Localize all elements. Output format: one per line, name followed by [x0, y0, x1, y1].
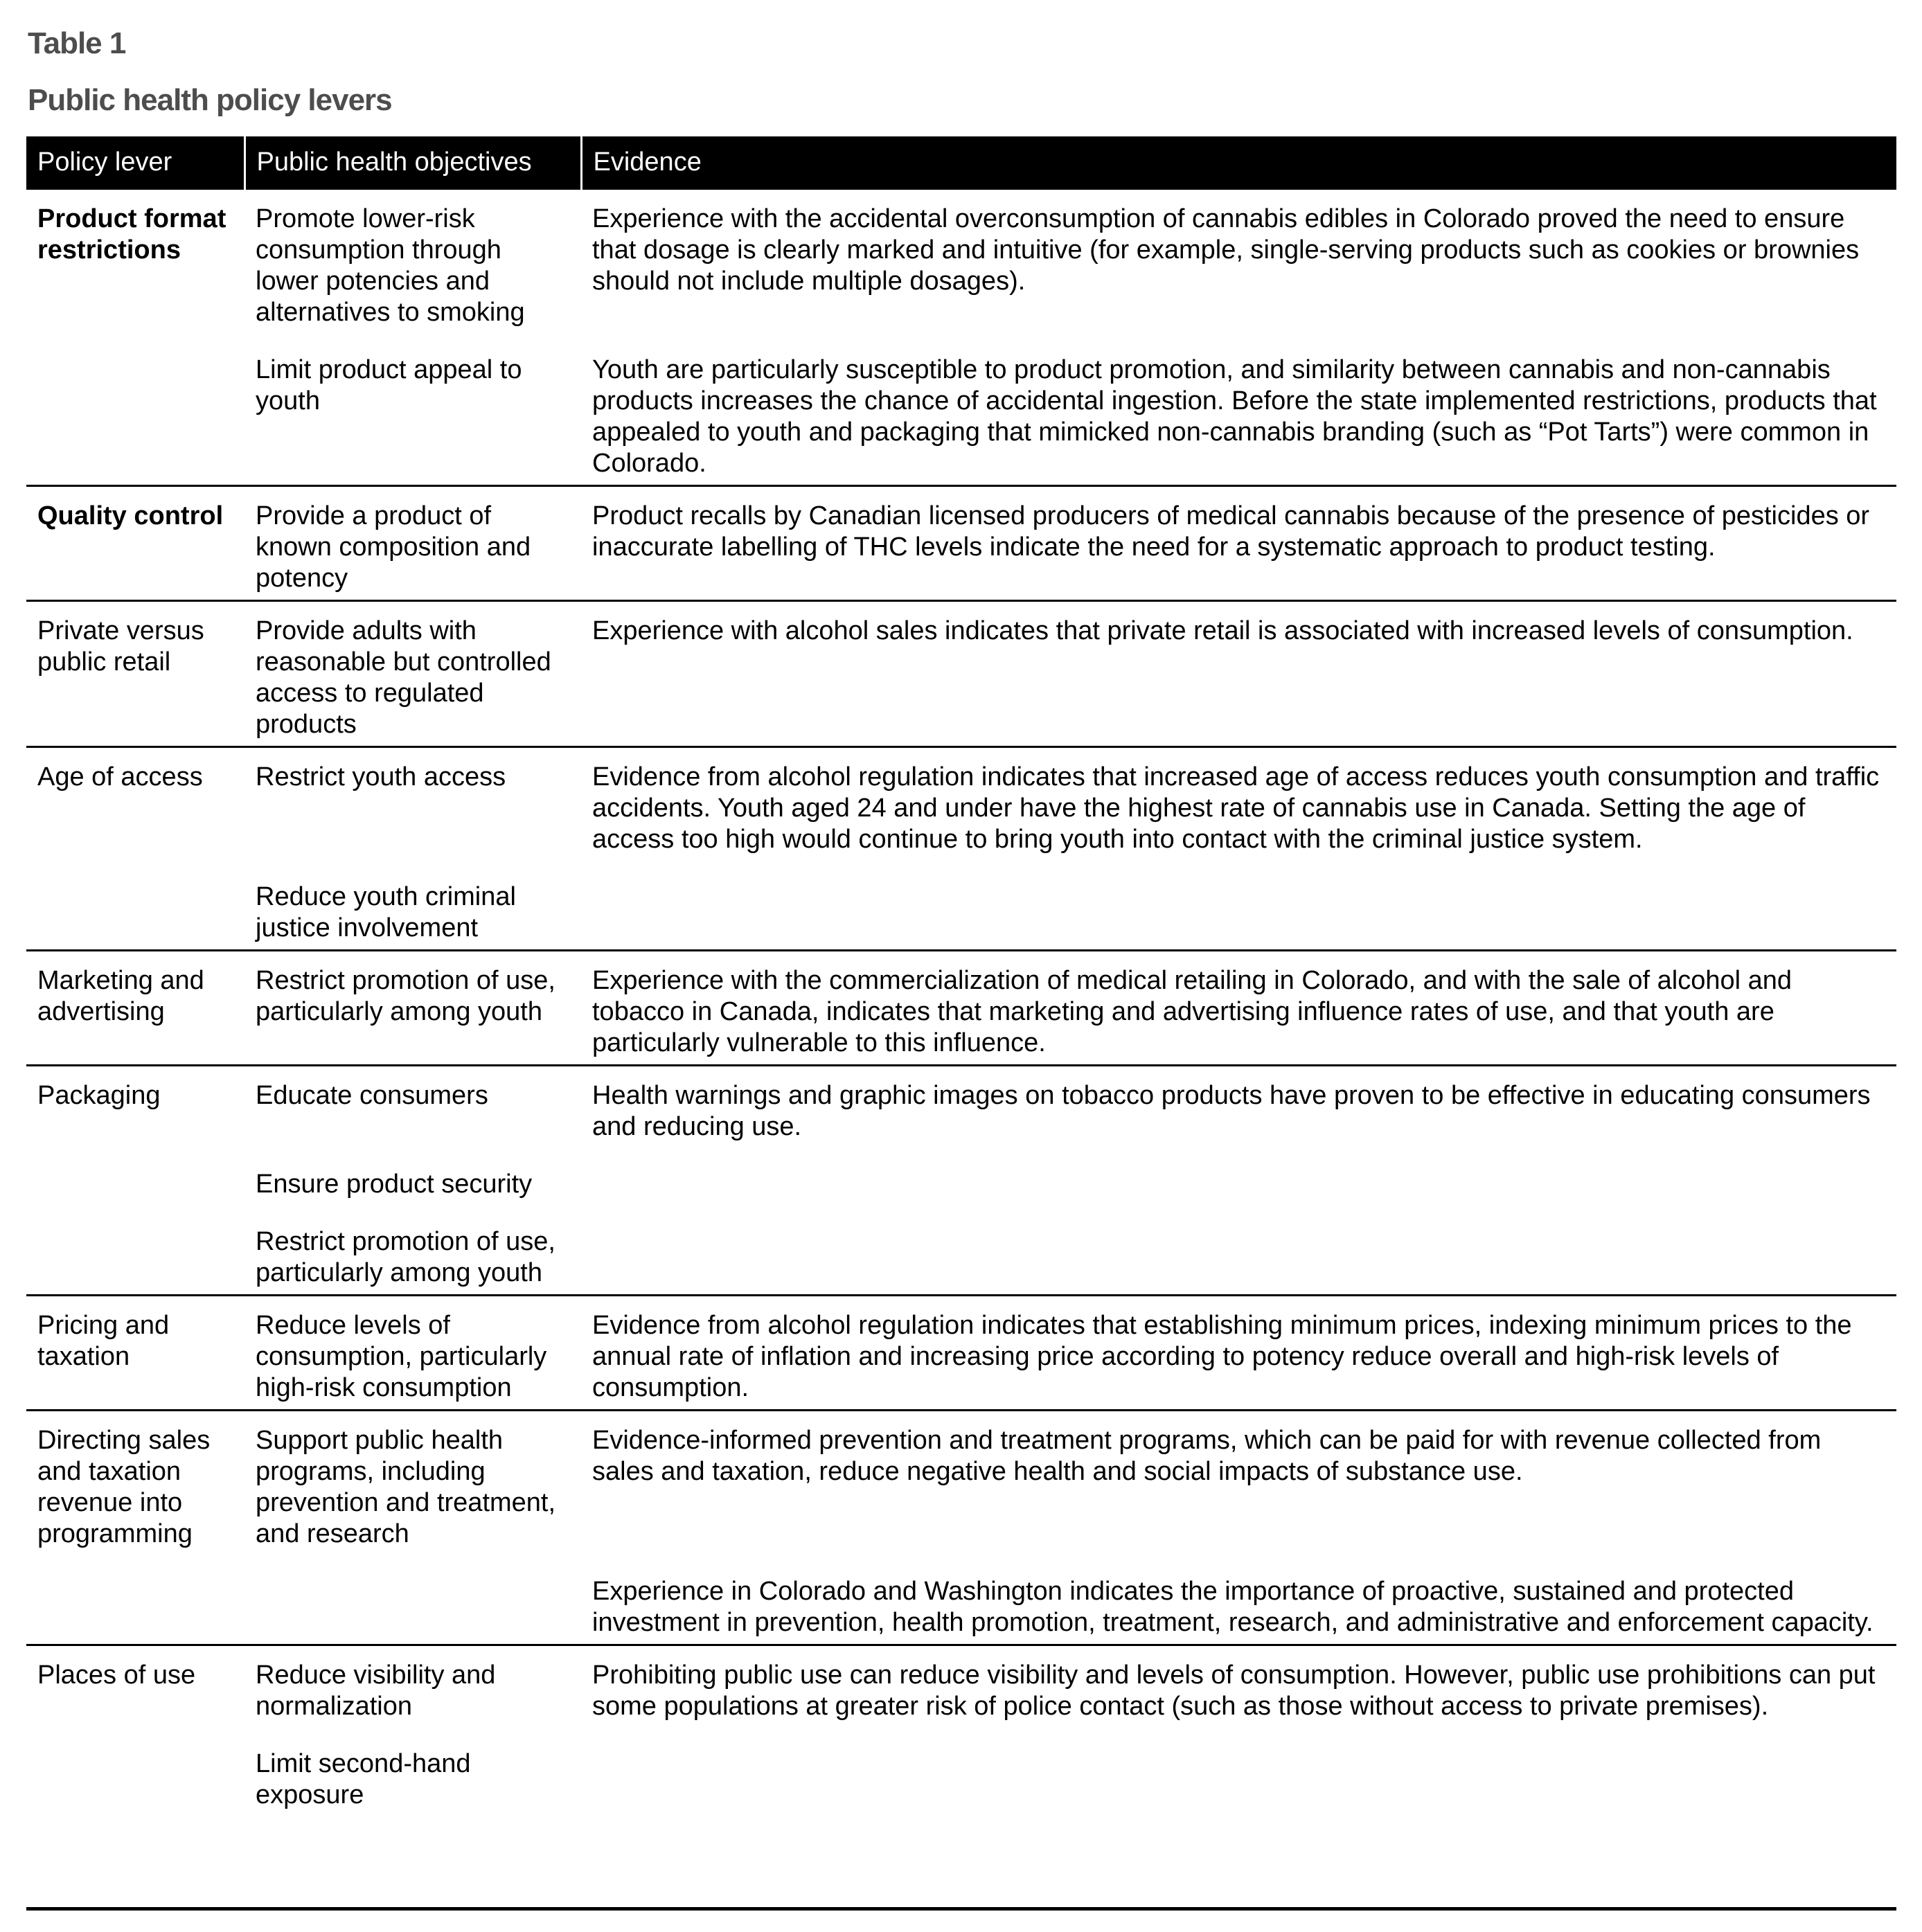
objective-text: Provide adults with reasonable but controlled access to regulated products: [256, 616, 551, 739]
table-row: [26, 1206, 1896, 1296]
objective-cell: [244, 1411, 581, 1556]
table-row: [26, 747, 1896, 861]
table-row: [26, 601, 1896, 747]
column-header-evidence: Evidence: [581, 136, 1896, 189]
policy-lever-label: Directing sales and taxation revenue into programming: [37, 1426, 211, 1548]
objective-text: Reduce visibility and normalization: [256, 1661, 496, 1721]
objective-cell: [244, 747, 581, 861]
table-row: [26, 951, 1896, 1066]
evidence-cell: [581, 861, 1896, 951]
objective-text: Limit second-hand exposure: [256, 1749, 471, 1809]
policy-lever-label: Quality control: [37, 501, 224, 530]
policy-lever-cell: [26, 486, 244, 601]
evidence-text: Experience with the accidental overconsumption of cannabis edibles in Colorado proved the need to ensure that dosage is clearly marked and intuitive (for example, single-serving products such as cookies or brownies should not include multiple dosages).: [592, 204, 1860, 296]
policy-lever-cell: [26, 601, 244, 747]
evidence-text: Experience with alcohol sales indicates that private retail is associated with increased levels of consumption.: [592, 616, 1853, 645]
header-row: [26, 136, 1896, 189]
objective-text: Reduce youth criminal justice involvement: [256, 882, 516, 942]
objective-cell: [244, 601, 581, 747]
policy-lever-cell: [26, 1411, 244, 1645]
policy-lever-cell: [26, 1296, 244, 1411]
policy-lever-label: Pricing and taxation: [37, 1311, 170, 1371]
evidence-cell: [581, 601, 1896, 747]
objective-cell: [244, 1066, 581, 1149]
objective-cell: [244, 189, 581, 334]
objective-cell: [244, 1148, 581, 1206]
table-header: [26, 136, 1896, 189]
objective-text: Limit product appeal to youth: [256, 355, 522, 415]
table-row: [26, 334, 1896, 486]
policy-lever-cell: [26, 1066, 244, 1296]
table-row: [26, 1645, 1896, 1728]
evidence-text: Evidence from alcohol regulation indicates that increased age of access reduces youth consumption and traffic accidents. Youth aged 24 and under have the highest rate of cannabis use in Canada. Setting the age of access too high would continue to bring youth into contact with the criminal justice system.: [592, 762, 1880, 854]
table-row: [26, 861, 1896, 951]
policy-lever-label: Packaging: [37, 1081, 161, 1110]
table-body: [26, 189, 1896, 1817]
table-row: [26, 1148, 1896, 1206]
objective-cell: [244, 951, 581, 1066]
evidence-text: Prohibiting public use can reduce visibility and levels of consumption. However, public use prohibitions can put some populations at greater risk of police contact (such as those without access to private premises).: [592, 1661, 1876, 1721]
objective-cell: [244, 1728, 581, 1816]
evidence-cell: [581, 1555, 1896, 1645]
evidence-cell: [581, 486, 1896, 601]
policy-lever-cell: [26, 951, 244, 1066]
evidence-text: Youth are particularly susceptible to product promotion, and similarity between cannabis and non-cannabis products increases the chance of accidental ingestion. Before the state implemented restrictions, products that appealed to youth and packaging that mimicked non-cannabis branding (such as “Pot Tarts”) were common in Colorado.: [592, 355, 1877, 478]
table-row: [26, 1066, 1896, 1149]
policy-lever-cell: [26, 747, 244, 951]
evidence-text: Experience with the commercialization of medical retailing in Colorado, and with the sale of alcohol and tobacco in Canada, indicates that marketing and advertising influence rates of use, and that youth are particularly vulnerable to this influence.: [592, 966, 1792, 1057]
objective-cell: [244, 486, 581, 601]
evidence-cell: [581, 1728, 1896, 1816]
evidence-cell: [581, 189, 1896, 334]
policy-lever-label: Age of access: [37, 762, 203, 791]
objective-text: Restrict youth access: [256, 762, 506, 791]
table-row: [26, 1296, 1896, 1411]
table-label: Table 1: [28, 26, 126, 60]
evidence-text: Health warnings and graphic images on tobacco products have proven to be effective in educating consumers and reducing use.: [592, 1081, 1871, 1141]
table-row: [26, 1555, 1896, 1645]
table-row: [26, 1411, 1896, 1556]
evidence-cell: [581, 1645, 1896, 1728]
evidence-text: Evidence-informed prevention and treatment programs, which can be paid for with revenue collected from sales and taxation, reduce negative health and social impacts of substance use.: [592, 1426, 1822, 1486]
objective-text: Educate consumers: [256, 1081, 488, 1110]
policy-lever-label: Private versus public retail: [37, 616, 204, 677]
objective-cell: [244, 334, 581, 486]
evidence-text: Evidence from alcohol regulation indicates that establishing minimum prices, indexing minimum prices to the annual rate of inflation and increasing price according to potency reduce overall and high-risk levels of consumption.: [592, 1311, 1852, 1402]
objective-text: Promote lower-risk consumption through lower potencies and alternatives to smoking: [256, 204, 525, 327]
evidence-cell: [581, 1411, 1896, 1556]
evidence-cell: [581, 747, 1896, 861]
policy-levers-table: [26, 136, 1896, 1816]
objective-text: Restrict promotion of use, particularly among youth: [256, 966, 555, 1026]
evidence-cell: [581, 334, 1896, 486]
evidence-text: Product recalls by Canadian licensed producers of medical cannabis because of the presence of pesticides or inaccurate labelling of THC levels indicate the need for a systematic approach to product testing.: [592, 501, 1870, 562]
objective-text: Reduce levels of consumption, particularly high-risk consumption: [256, 1311, 547, 1402]
objective-text: Provide a product of known composition and potency: [256, 501, 531, 593]
evidence-cell: [581, 1206, 1896, 1296]
table-row: [26, 1728, 1896, 1816]
evidence-text: Experience in Colorado and Washington indicates the importance of proactive, sustained and protected investment in prevention, health promotion, treatment, research, and administrative and enforcement capacity.: [592, 1577, 1874, 1637]
objective-cell: [244, 1645, 581, 1728]
policy-lever-label: Marketing and advertising: [37, 966, 204, 1026]
table-row: [26, 189, 1896, 334]
column-header-policy-lever: Policy lever: [26, 136, 244, 189]
objective-text: Ensure product security: [256, 1170, 533, 1199]
policy-lever-cell: [26, 1645, 244, 1817]
objective-text: Restrict promotion of use, particularly among youth: [256, 1227, 555, 1287]
objective-cell: [244, 861, 581, 951]
evidence-cell: [581, 1296, 1896, 1411]
table-title: Public health policy levers: [28, 83, 392, 117]
table-row: [26, 486, 1896, 601]
objective-cell: [244, 1296, 581, 1411]
evidence-cell: [581, 1148, 1896, 1206]
objective-text: Support public health programs, including prevention and treatment, and research: [256, 1426, 556, 1548]
evidence-cell: [581, 1066, 1896, 1149]
bottom-rule: [26, 1907, 1896, 1911]
policy-lever-cell: [26, 189, 244, 486]
policy-lever-label: Places of use: [37, 1661, 196, 1690]
objective-cell: [244, 1206, 581, 1296]
objective-cell: [244, 1555, 581, 1645]
policy-lever-label: Product format restrictions: [37, 204, 226, 265]
column-header-public-health-objectives: Public health objectives: [244, 136, 581, 189]
evidence-cell: [581, 951, 1896, 1066]
